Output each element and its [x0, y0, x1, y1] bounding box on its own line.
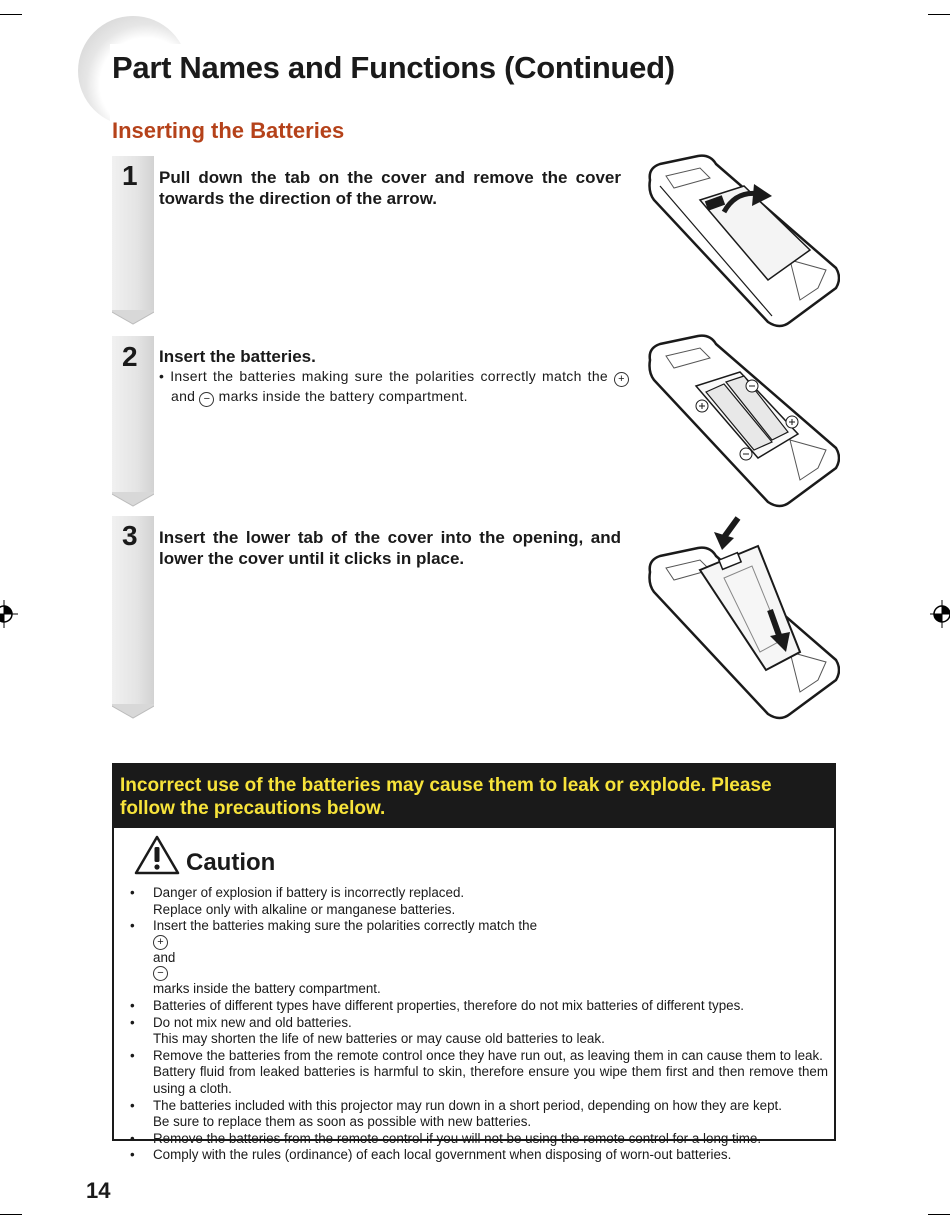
caution-polarity-and: and	[153, 949, 176, 965]
caution-item-text: • Remove the batteries from the remote control if you will not be using the remote control for a long time.	[153, 1130, 762, 1146]
registration-mark-right	[930, 600, 950, 628]
caution-list	[128, 885, 828, 1164]
caution-item	[128, 918, 828, 998]
battery-insertion-illustration	[640, 330, 840, 512]
caution-item	[128, 885, 828, 918]
cover-closing-illustration	[640, 512, 840, 724]
crop-mark	[0, 1214, 22, 1215]
step-note-2-part1: Insert the batteries making sure the polarities correctly match the	[170, 368, 614, 384]
caution-item-text: • The batteries included with this projector may run down in a short period, depending on how they are kept.	[153, 1097, 782, 1113]
caution-item-text: Be sure to replace them as soon as possible with new batteries.	[153, 1114, 532, 1130]
step-number-3: 3	[122, 520, 138, 551]
caution-polarity-text: Insert the batteries making sure the polarities correctly match the	[153, 918, 538, 934]
caution-item-text: This may shorten the life of new batteries or may cause old batteries to leak.	[153, 1031, 605, 1047]
battery-warning-box	[112, 763, 836, 1163]
crop-mark	[928, 14, 950, 15]
caution-item	[128, 1147, 828, 1164]
caution-item-text: • Danger of explosion if battery is incorrectly replaced.	[153, 885, 465, 900]
minus-icon: −	[199, 392, 214, 407]
section-title: Inserting the Batteries	[112, 118, 345, 143]
caution-item	[128, 1048, 828, 1098]
caution-label: Caution	[186, 849, 276, 876]
plus-icon: +	[614, 372, 629, 387]
caution-item-text: • Do not mix new and old batteries.	[153, 1014, 352, 1030]
caution-item-text: • Comply with the rules (ordinance) of each local government when disposing of worn-out batteries.	[153, 1147, 732, 1163]
crop-mark	[928, 1214, 950, 1215]
step-heading-3: Insert the lower tab of the cover into the opening, and lower the cover until it clicks in place.	[159, 528, 621, 568]
crop-mark	[0, 14, 22, 15]
step-number-2: 2	[122, 341, 138, 372]
caution-polarity-end: marks inside the battery compartment.	[153, 981, 381, 997]
step-note-2-part2: marks inside the battery compartment.	[214, 388, 468, 404]
step-heading-1: Pull down the tab on the cover and remove the cover towards the direction of the arrow.	[159, 168, 621, 208]
plus-icon: +	[153, 935, 168, 950]
minus-icon: −	[153, 966, 168, 981]
page-title: Part Names and Functions (Continued)	[112, 50, 675, 85]
step-heading-2: Insert the batteries.	[159, 347, 316, 366]
caution-item-text: Battery fluid from leaked batteries is harmful to skin, therefore ensure you wipe them first and then remove them using a cloth.	[153, 1064, 828, 1096]
caution-triangle-icon	[134, 835, 180, 875]
step-note-2: • Insert the batteries making sure the polarities correctly match the + and − marks inside the battery compartment.	[159, 367, 629, 407]
caution-item-text: Replace only with alkaline or manganese batteries.	[153, 901, 456, 917]
step-note-2-and: and	[171, 388, 200, 404]
remote-cover-removal-illustration	[640, 150, 840, 330]
registration-mark-left	[0, 600, 20, 628]
caution-item-text: • Remove the batteries from the remote control once they have run out, as leaving them in can cause them to leak.	[153, 1047, 823, 1063]
caution-item	[128, 1131, 828, 1148]
step-number-1: 1	[122, 160, 138, 191]
page-number: 14	[86, 1178, 111, 1203]
caution-item	[128, 1015, 828, 1048]
warning-headline: Incorrect use of the batteries may cause them to leak or explode. Please follow the precautions below.	[114, 765, 834, 828]
caution-item	[128, 1098, 828, 1131]
caution-item-text	[153, 918, 828, 998]
caution-item-text: • Batteries of different types have different properties, therefore do not mix batteries of different types.	[153, 997, 745, 1013]
caution-item	[128, 998, 828, 1015]
